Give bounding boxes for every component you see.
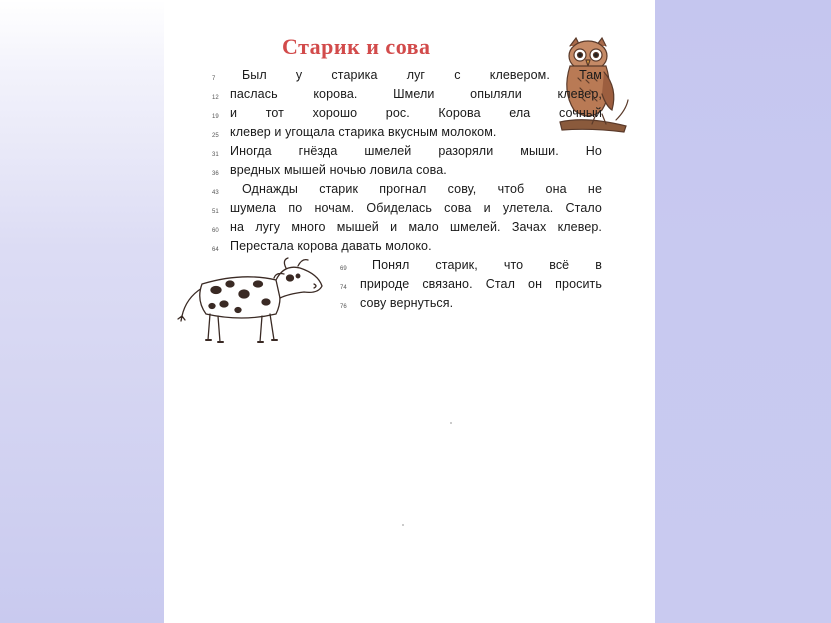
text-line: Иногда гнёзда шмелей разоряли мыши. Но [230,144,602,158]
story-title: Старик и сова [282,34,431,59]
right-background [655,0,831,623]
line-number: 74 [340,285,347,291]
line-number: 43 [212,190,219,196]
left-background [0,0,164,623]
text-line: паслась корова. Шмели опыляли клевер, [230,87,602,101]
line-number: 25 [212,133,219,139]
text-line: и тот хорошо рос. Корова ела сочный [230,106,602,120]
line-number: 76 [340,304,347,310]
line-number: 7 [212,76,216,82]
text-line: Понял старик, что всё в [372,258,602,272]
text-line: вредных мышей ночью ловила сова. [230,163,447,177]
line-number: 31 [212,152,219,158]
line-number: 19 [212,114,219,120]
scan-speck [402,524,404,526]
scan-speck [450,422,452,424]
book-page [164,0,655,623]
text-line: шумела по ночам. Обиделась сова и улетела. Стало [230,201,602,215]
line-number: 60 [212,228,219,234]
line-number: 69 [340,266,347,272]
text-line: на лугу много мышей и мало шмелей. Зачах клевер. [230,220,602,234]
text-line: Перестала корова давать молоко. [230,239,432,253]
line-number: 12 [212,95,219,101]
text-line: сову вернуться. [360,296,454,310]
line-number: 51 [212,209,219,215]
text-line: Был у старика луг с клевером. Там [242,68,602,82]
cow-illustration [172,254,330,350]
line-number: 64 [212,247,219,253]
text-line: природе связано. Стал он просить [360,277,602,291]
text-line: Однажды старик прогнал сову, чтоб она не [242,182,602,196]
text-line: клевер и угощала старика вкусным молоком. [230,125,497,139]
line-number: 36 [212,171,219,177]
